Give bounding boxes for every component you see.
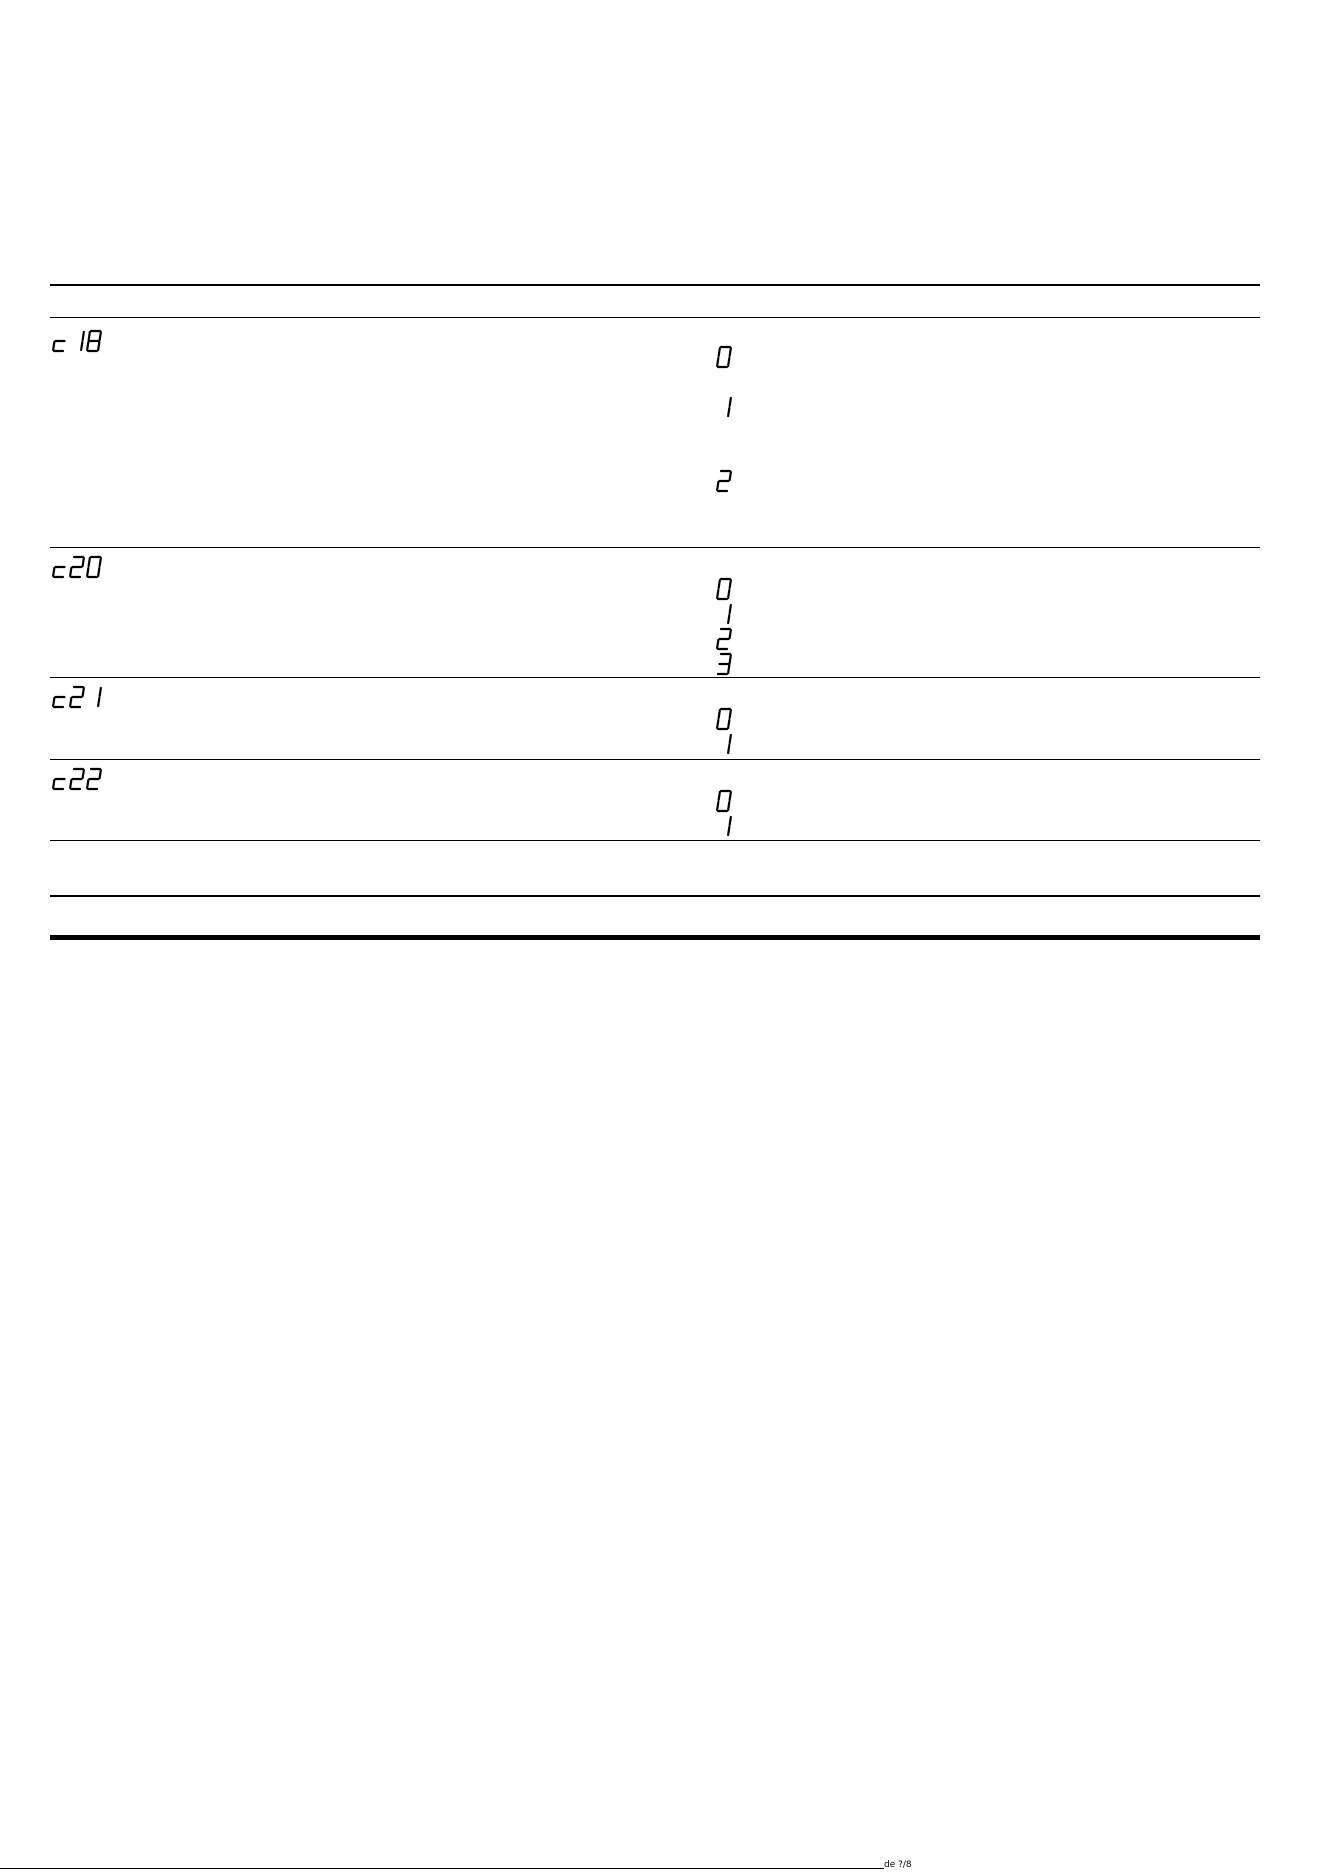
segment-char	[728, 398, 731, 416]
value-c18-0	[716, 346, 738, 368]
segment-char	[81, 332, 84, 350]
segment-char	[53, 779, 64, 789]
value-c18-1	[716, 396, 738, 418]
segment-char	[717, 709, 731, 729]
segment-char	[728, 735, 731, 753]
segment-char	[87, 331, 101, 351]
value-c20-3	[716, 653, 738, 675]
row-divider-c22	[50, 840, 1260, 841]
row-divider-c18	[50, 547, 1260, 548]
value-c20-1	[716, 603, 738, 625]
value-c21-1	[716, 733, 738, 755]
segment-char	[87, 769, 101, 789]
code-c22	[52, 768, 108, 790]
value-c22-1	[716, 815, 738, 837]
table-header-rule-right	[716, 284, 1260, 286]
segment-char	[717, 791, 731, 811]
code-c20	[52, 556, 108, 578]
row-divider-c21	[50, 759, 1260, 760]
segment-char	[718, 654, 731, 674]
footer-rule	[0, 1868, 884, 1869]
segment-char	[717, 579, 731, 599]
segment-char	[728, 605, 731, 623]
footer-page-label: de ?/8	[884, 1860, 912, 1870]
row-divider-c20	[50, 677, 1260, 678]
value-c21-0	[716, 708, 738, 730]
value-c20-0	[716, 578, 738, 600]
code-c18	[52, 330, 108, 352]
value-c18-2	[716, 470, 738, 492]
segment-char	[53, 697, 64, 707]
value-c22-0	[716, 790, 738, 812]
segment-char	[98, 688, 101, 706]
table-header-bottom-rule	[50, 317, 1260, 318]
segment-char	[70, 557, 84, 577]
segment-char	[728, 817, 731, 835]
code-c21	[52, 686, 108, 708]
segment-char	[70, 769, 84, 789]
segment-char	[70, 687, 84, 707]
table-bottom-rule	[50, 895, 1260, 897]
segment-char	[717, 471, 731, 491]
section-end-rule	[50, 935, 1260, 940]
segment-char	[717, 629, 731, 649]
segment-char	[53, 567, 64, 577]
segment-char	[87, 557, 101, 577]
segment-char	[717, 347, 731, 367]
segment-char	[53, 341, 64, 351]
value-c20-2	[716, 628, 738, 650]
